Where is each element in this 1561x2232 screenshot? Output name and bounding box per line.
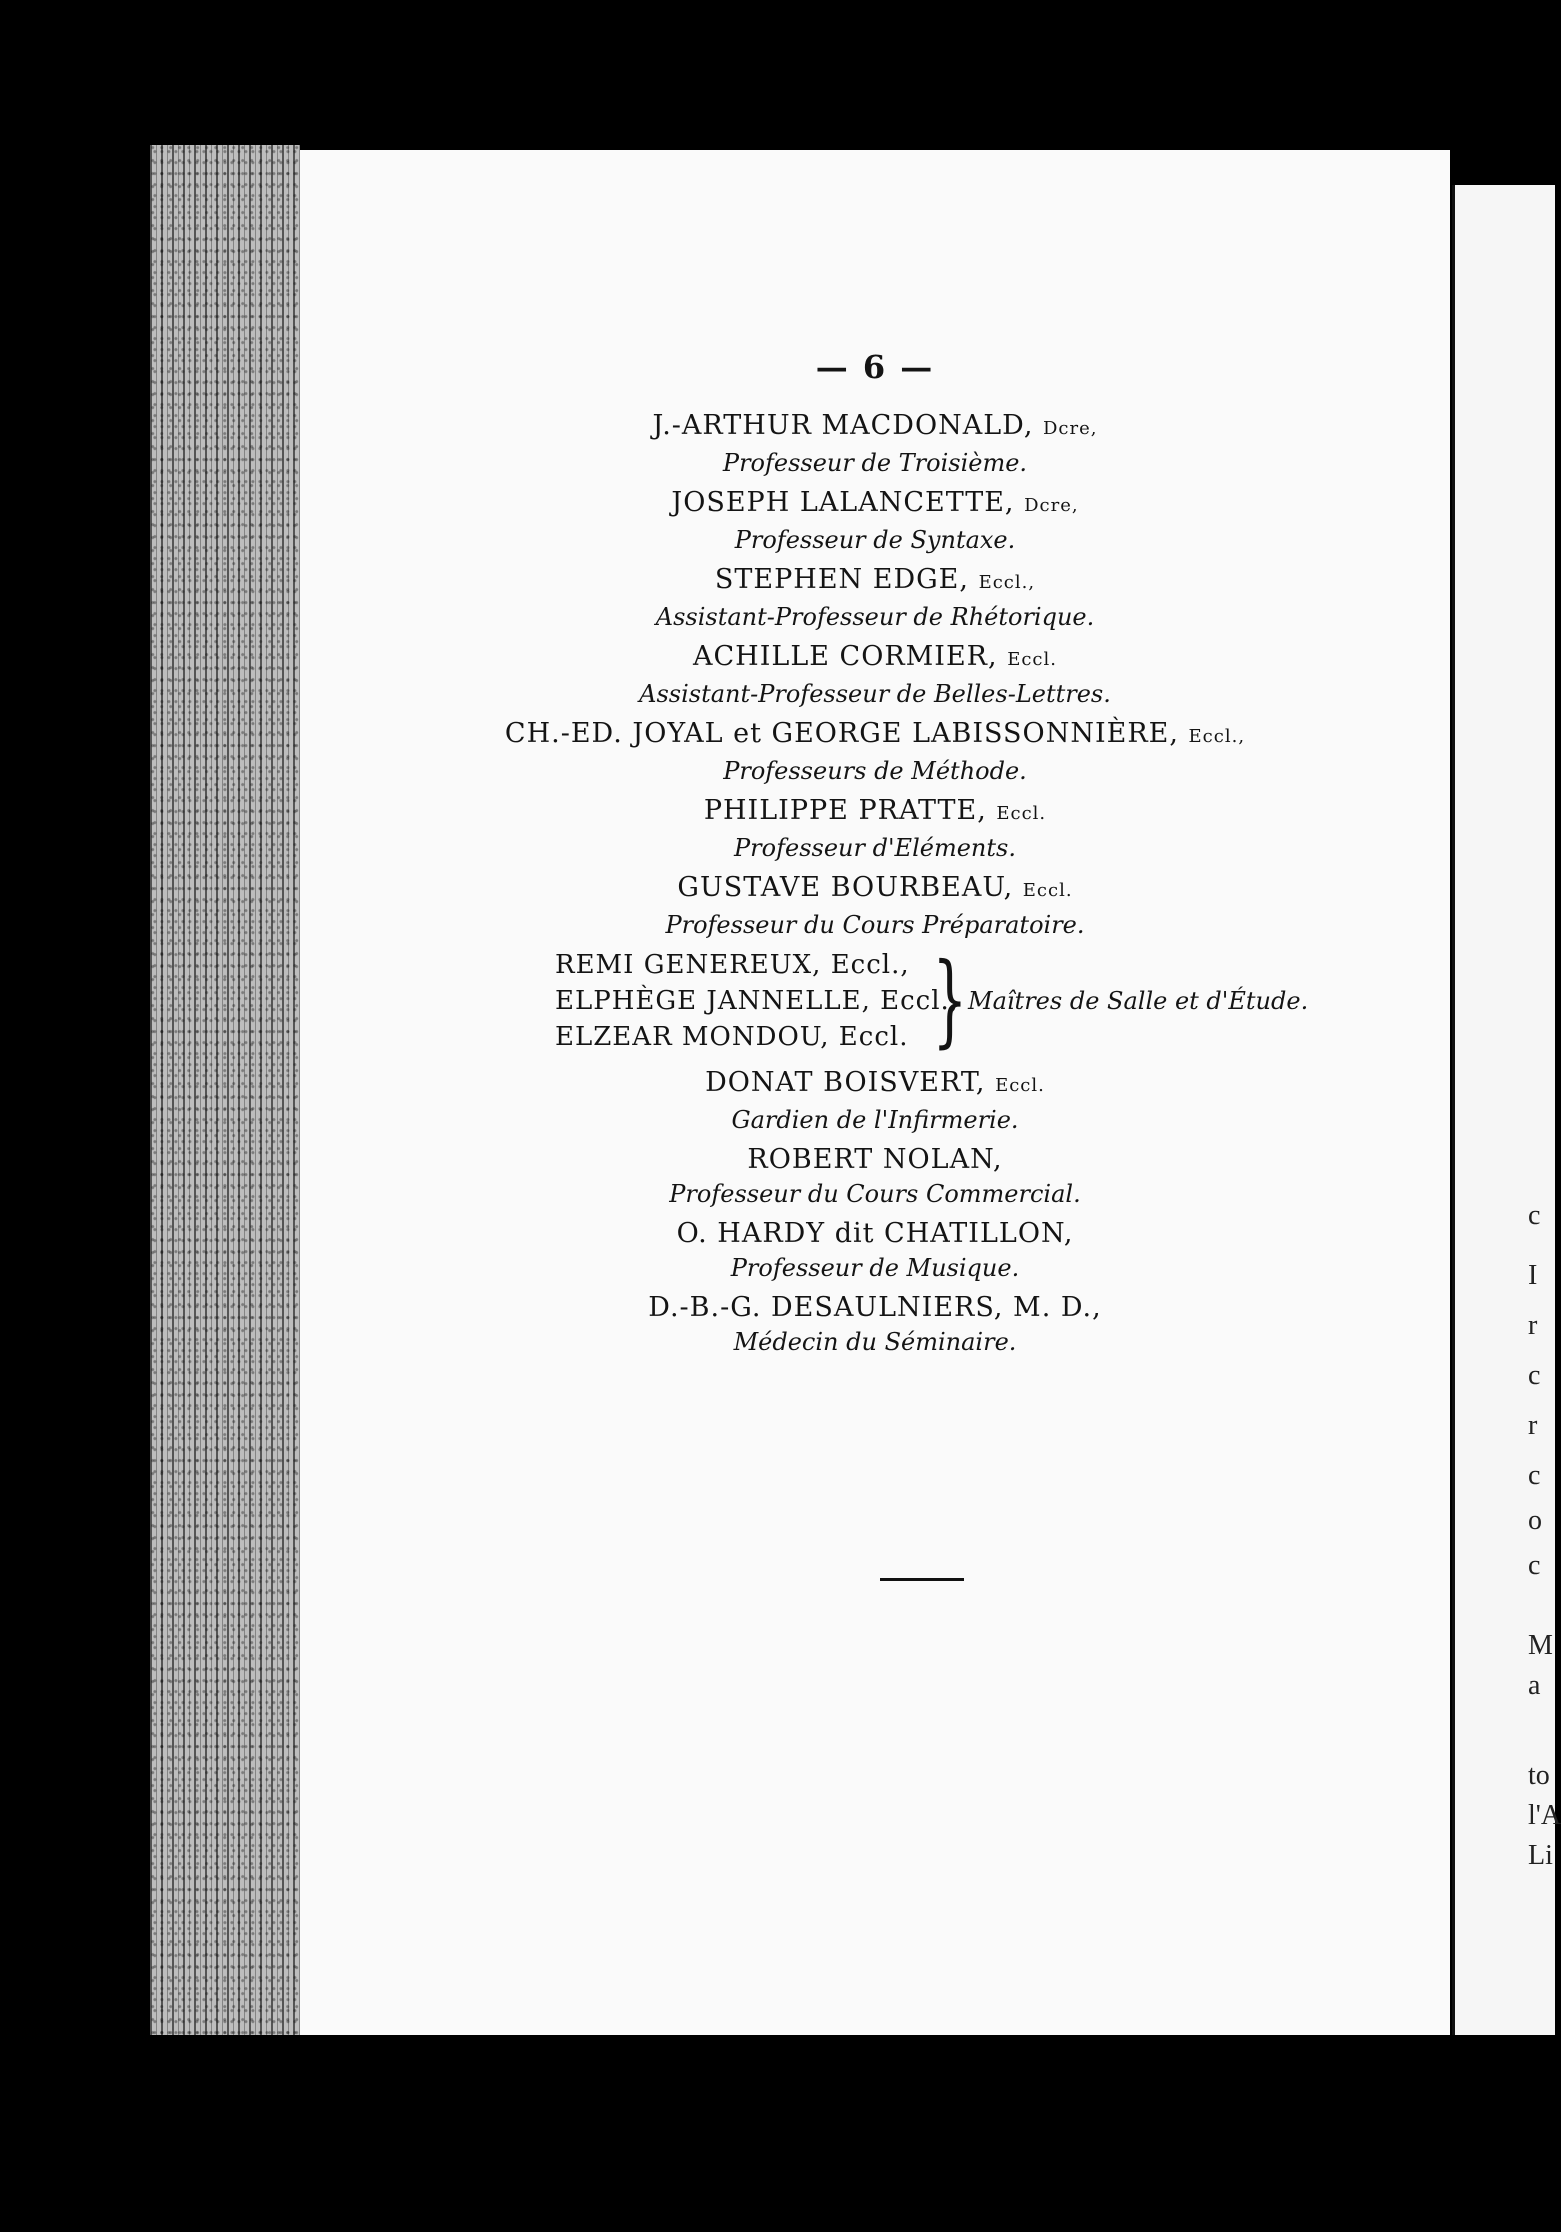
staff-name xyxy=(300,408,1450,447)
staff-title-abbr: Dcre, xyxy=(1043,418,1098,439)
staff-name xyxy=(300,1216,1450,1252)
staff-entry xyxy=(300,639,1450,710)
staff-role: Professeur d'Eléments. xyxy=(734,834,1016,862)
staff-entry xyxy=(300,1142,1450,1210)
staff-name xyxy=(300,793,1450,832)
staff-role: Professeur du Cours Commercial. xyxy=(669,1180,1081,1208)
brace-icon: } xyxy=(932,941,968,1058)
staff-title-abbr: Eccl., xyxy=(1188,726,1246,747)
document-page xyxy=(300,150,1450,2035)
staff-entry xyxy=(300,870,1450,941)
staff-title-abbr: Eccl. xyxy=(996,803,1047,824)
facing-page-fragment: to xyxy=(1528,1760,1550,1791)
staff-list xyxy=(300,408,1450,1364)
staff-name xyxy=(300,716,1450,755)
staff-title-abbr: Eccl. xyxy=(995,1075,1045,1096)
staff-role: Gardien de l'Infirmerie. xyxy=(731,1106,1019,1134)
staff-name-text: J.-ARTHUR MACDONALD, xyxy=(652,410,1034,441)
group-name: ELZEAR MONDOU, Eccl. xyxy=(555,1022,909,1052)
staff-entry xyxy=(300,1216,1450,1284)
book-edge xyxy=(150,145,300,2035)
group-role: Maîtres de Salle et d'Étude. xyxy=(968,987,1309,1015)
staff-entry xyxy=(300,408,1450,479)
staff-entry xyxy=(300,1065,1450,1136)
facing-page-fragment: c xyxy=(1528,1460,1541,1491)
closing-rule xyxy=(880,1578,964,1581)
staff-role: Médecin du Séminaire. xyxy=(733,1328,1017,1356)
staff-name xyxy=(300,1290,1450,1326)
staff-name-text: DONAT BOISVERT, xyxy=(705,1067,986,1098)
facing-page-fragment: c xyxy=(1528,1550,1541,1581)
staff-title-abbr: Eccl. xyxy=(1007,649,1057,670)
facing-page-fragment: r xyxy=(1528,1410,1538,1441)
facing-page-fragment: l'A xyxy=(1528,1800,1561,1831)
staff-title-abbr: Dcre, xyxy=(1024,495,1079,516)
facing-page-fragment: c xyxy=(1528,1200,1541,1231)
staff-role: Assistant-Professeur de Belles-Lettres. xyxy=(639,680,1111,708)
group-name: ELPHÈGE JANNELLE, Eccl., xyxy=(555,986,960,1016)
facing-page-fragment: I xyxy=(1528,1260,1538,1291)
facing-page-fragment: o xyxy=(1528,1505,1542,1536)
staff-entry xyxy=(300,716,1450,787)
page-number: — 6 — xyxy=(815,348,935,386)
facing-page-fragment: r xyxy=(1528,1310,1538,1341)
staff-name-text: D.-B.-G. DESAULNIERS, M. D., xyxy=(648,1292,1102,1323)
staff-name xyxy=(300,1142,1450,1178)
staff-name xyxy=(300,562,1450,601)
facing-page-fragment: a xyxy=(1528,1670,1541,1701)
staff-name xyxy=(300,1065,1450,1104)
staff-name-text: PHILIPPE PRATTE, xyxy=(703,795,987,826)
group-names xyxy=(555,947,959,1055)
facing-page-fragment: M xyxy=(1528,1630,1553,1661)
facing-page-fragment: Li xyxy=(1528,1840,1553,1871)
group-name: REMI GENEREUX, Eccl., xyxy=(555,950,910,980)
staff-entry xyxy=(300,793,1450,864)
staff-title-abbr: Eccl., xyxy=(978,572,1036,593)
staff-entry xyxy=(300,485,1450,556)
staff-name-text: STEPHEN EDGE, xyxy=(714,564,969,595)
staff-name-text: CH.-ED. JOYAL et GEORGE LABISSONNIÈRE, xyxy=(504,718,1179,749)
staff-name xyxy=(300,870,1450,909)
staff-title-abbr: Eccl. xyxy=(1022,880,1073,901)
facing-page xyxy=(1452,185,1555,2035)
staff-name xyxy=(300,485,1450,524)
staff-group-maitres xyxy=(300,941,1450,1058)
staff-entry xyxy=(300,1290,1450,1358)
staff-role: Professeur de Syntaxe. xyxy=(734,526,1016,554)
staff-name-text: ROBERT NOLAN, xyxy=(747,1144,1003,1175)
staff-name-text: ACHILLE CORMIER, xyxy=(693,641,998,672)
staff-name xyxy=(300,639,1450,678)
staff-role: Assistant-Professeur de Rhétorique. xyxy=(655,603,1095,631)
staff-name-text: JOSEPH LALANCETTE, xyxy=(671,487,1015,518)
staff-name-text: O. HARDY dit CHATILLON, xyxy=(676,1218,1074,1249)
staff-role: Professeur du Cours Préparatoire. xyxy=(665,911,1085,939)
facing-page-fragment: c xyxy=(1528,1360,1541,1391)
staff-role: Professeurs de Méthode. xyxy=(723,757,1027,785)
staff-entry xyxy=(300,562,1450,633)
staff-role: Professeur de Troisième. xyxy=(722,449,1028,477)
staff-name-text: GUSTAVE BOURBEAU, xyxy=(677,872,1014,903)
staff-role: Professeur de Musique. xyxy=(730,1254,1020,1282)
